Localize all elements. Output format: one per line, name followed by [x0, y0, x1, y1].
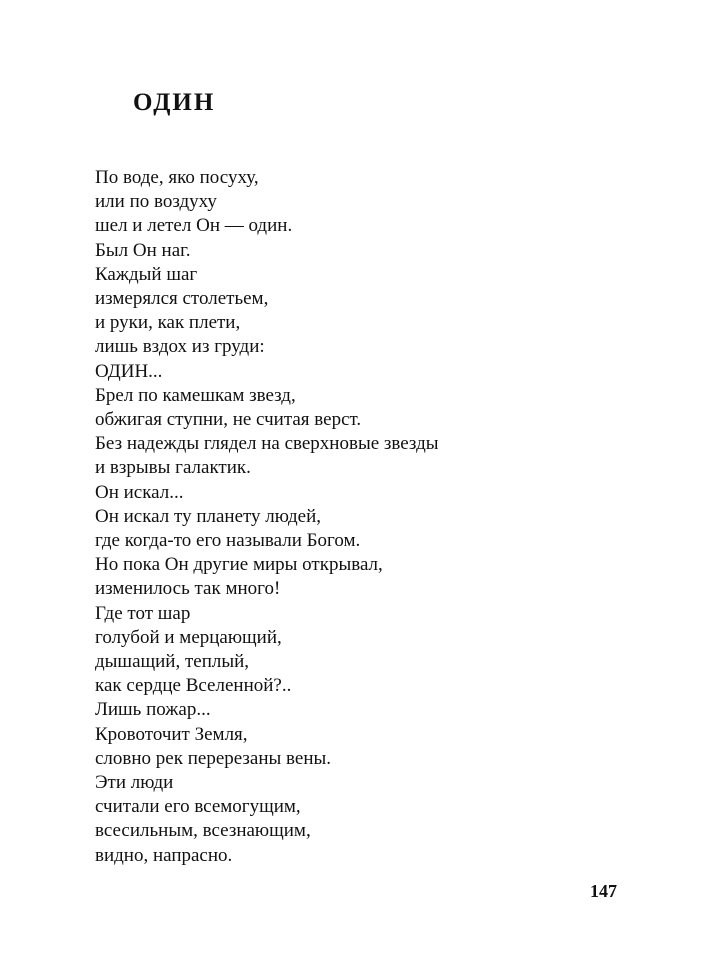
poem-line: Эти люди	[95, 772, 174, 794]
poem-line: всесильным, всезнающим,	[95, 820, 311, 842]
poem-line: и руки, как плети,	[95, 312, 241, 334]
poem-line: изменилось так много!	[95, 578, 281, 600]
poem-line: Но пока Он другие миры открывал,	[95, 554, 383, 576]
poem-title: ОДИН	[133, 89, 216, 116]
poem-line: Он искал...	[95, 481, 184, 503]
poem-line: где когда-то его называли Богом.	[95, 530, 361, 552]
poem-line: и взрывы галактик.	[95, 457, 251, 479]
poem-line: измерялся столетьем,	[95, 288, 269, 310]
poem-line: Был Он наг.	[95, 239, 191, 261]
poem-line: лишь вздох из груди:	[95, 336, 265, 358]
poem-line: обжигая ступни, не считая верст.	[95, 409, 362, 431]
poem-line: видно, напрасно.	[95, 844, 233, 866]
poem-line: или по воздуху	[95, 191, 217, 213]
poem-line: Кровоточит Земля,	[95, 723, 248, 745]
poem-line: Лишь пожар...	[95, 699, 211, 721]
poem-line: Он искал ту планету людей,	[95, 505, 322, 527]
poem-line: ОДИН...	[95, 360, 163, 382]
poem-line: считали его всемогущим,	[95, 796, 301, 818]
poem-line: Где тот шар	[95, 602, 191, 624]
poem-body	[95, 166, 439, 868]
poem-line: как сердце Вселенной?..	[95, 675, 292, 697]
poem-line: Каждый шаг	[95, 263, 198, 285]
poem-line: Без надежды глядел на сверхновые звезды	[95, 433, 439, 455]
poem-line: голубой и мерцающий,	[95, 626, 282, 648]
poem-line: словно рек перерезаны вены.	[95, 747, 332, 769]
poem-line: шел и летел Он — один.	[95, 215, 293, 237]
poem-line: Брел по камешкам звезд,	[95, 384, 296, 406]
poem-line: По воде, яко посуху,	[95, 167, 259, 188]
poem-line: дышащий, теплый,	[95, 651, 250, 673]
page-number: 147	[590, 881, 617, 901]
